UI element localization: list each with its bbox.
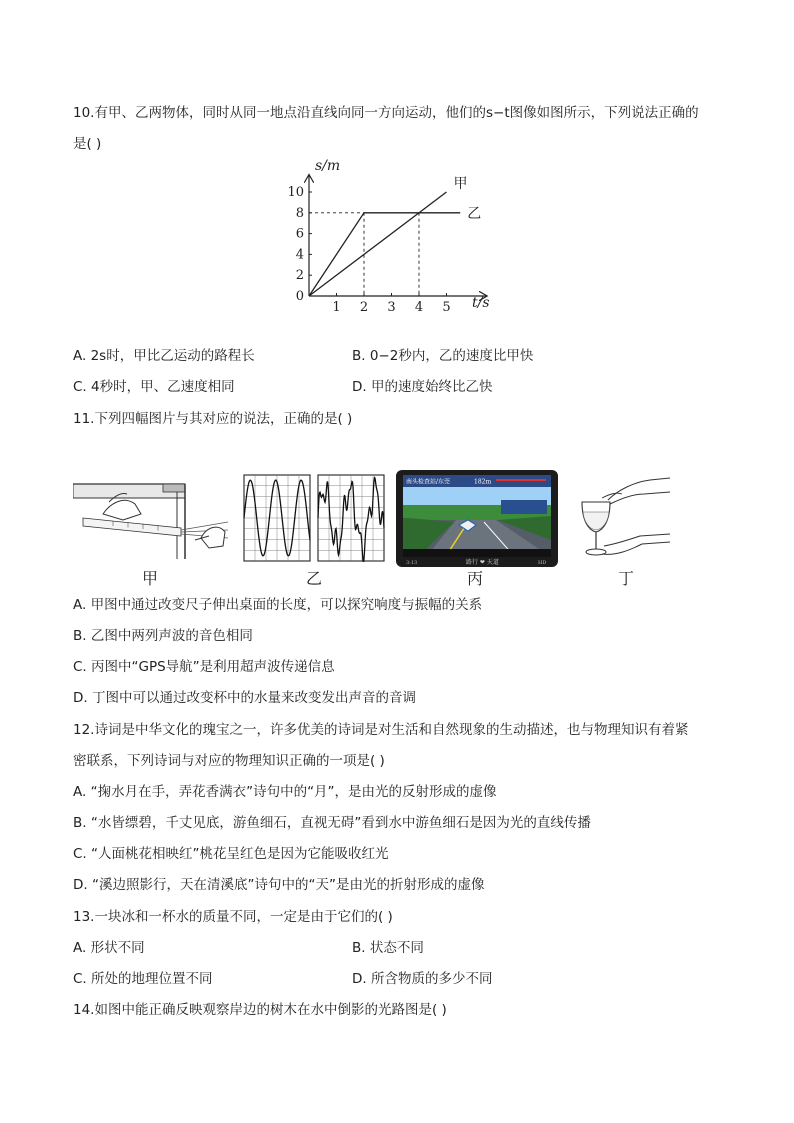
q10-st-graph <box>285 158 515 318</box>
q13-option-a: A. 形状不同 <box>73 940 145 956</box>
gps-top-text: 南头检查站/东莞 <box>406 478 451 486</box>
y-tick-label: 10 <box>287 185 304 200</box>
q10-option-c: C. 4秒时，甲、乙速度相同 <box>73 379 235 395</box>
q13-option-c: C. 所处的地理位置不同 <box>73 971 213 987</box>
x-tick-label: 3 <box>387 300 396 315</box>
q10-stem-line2: 是( ) <box>73 136 102 152</box>
series-label-2: 乙 <box>467 205 482 222</box>
q11-label-jia: 甲 <box>142 569 159 588</box>
x-axis-label: t/s <box>472 295 490 311</box>
q10-option-d: D. 甲的速度始终比乙快 <box>352 379 493 395</box>
q10-stem-line1: 10.有甲、乙两物体，同时从同一地点沿直线向同一方向运动，他们的s−t图像如图所示，下列说法正确的 <box>73 105 699 121</box>
gps-brand: 路行 ❤ 天道 <box>466 559 499 566</box>
y-tick-label: 6 <box>295 226 304 242</box>
q11-option-c: C. 丙图中“GPS导航”是利用超声波传递信息 <box>73 659 335 675</box>
gps-time: 3:13 <box>406 560 418 566</box>
x-tick-label: 5 <box>442 300 451 315</box>
q11-figure-ruler-table <box>73 474 233 562</box>
q12-option-c: C. “人面桃花相映红”桃花呈红色是因为它能吸收红光 <box>73 846 389 862</box>
gps-hd-badge: HD <box>538 560 547 566</box>
q11-figure-waveforms <box>243 474 388 562</box>
q11-label-ding: 丁 <box>618 569 635 588</box>
y-tick-label: 0 <box>295 289 304 304</box>
q11-option-a: A. 甲图中通过改变尺子伸出桌面的长度，可以探究响度与振幅的关系 <box>73 597 483 613</box>
q14-stem: 14.如图中能正确反映观察岸边的树木在水中倒影的光路图是( ) <box>73 1002 447 1018</box>
y-tick-label: 2 <box>295 268 304 284</box>
y-tick-label: 8 <box>295 205 304 221</box>
q12-stem-line1: 12.诗词是中华文化的瑰宝之一，许多优美的诗词是对生活和自然现象的生动描述，也与物理知识有着紧 <box>73 722 689 738</box>
q13-stem: 13.一块冰和一杯水的质量不同，一定是由于它们的( ) <box>73 909 393 925</box>
q11-label-yi: 乙 <box>306 569 323 588</box>
q11-label-bing: 丙 <box>467 569 484 588</box>
gps-distance: 182m <box>474 478 492 486</box>
q11-figure-gps-navigator <box>396 470 558 567</box>
q13-option-b: B. 状态不同 <box>352 940 424 956</box>
q11-option-d: D. 丁图中可以通过改变杯中的水量来改变发出声音的音调 <box>73 690 416 706</box>
q12-option-d: D. “溪边照影行，天在清溪底”诗句中的“天”是由光的折射形成的虚像 <box>73 877 485 893</box>
x-tick-label: 2 <box>359 300 369 315</box>
q12-stem-line2: 密联系，下列诗词与对应的物理知识正确的一项是( ) <box>73 753 385 769</box>
x-tick-label: 1 <box>332 300 341 315</box>
x-tick-label: 4 <box>414 300 424 315</box>
q12-option-b: B. “水皆缥碧，千丈见底，游鱼细石，直视无碍”看到水中游鱼细石是因为光的直线传播 <box>73 815 591 831</box>
series-line-2 <box>309 213 460 296</box>
q11-figure-wine-glass <box>572 472 677 564</box>
series-line-1 <box>309 192 447 296</box>
q11-option-b: B. 乙图中两列声波的音色相同 <box>73 628 253 644</box>
q10-option-a: A. 2s时，甲比乙运动的路程长 <box>73 348 255 364</box>
q13-option-d: D. 所含物质的多少不同 <box>352 971 493 987</box>
q10-option-b: B. 0−2秒内，乙的速度比甲快 <box>352 348 534 364</box>
q11-stem: 11.下列四幅图片与其对应的说法，正确的是( ) <box>73 411 353 427</box>
y-tick-label: 4 <box>295 247 304 263</box>
q12-option-a: A. “掬水月在手，弄花香满衣”诗句中的“月”，是由光的反射形成的虚像 <box>73 784 497 800</box>
series-label-1: 甲 <box>453 176 468 192</box>
y-axis-label: s/m <box>315 158 341 174</box>
